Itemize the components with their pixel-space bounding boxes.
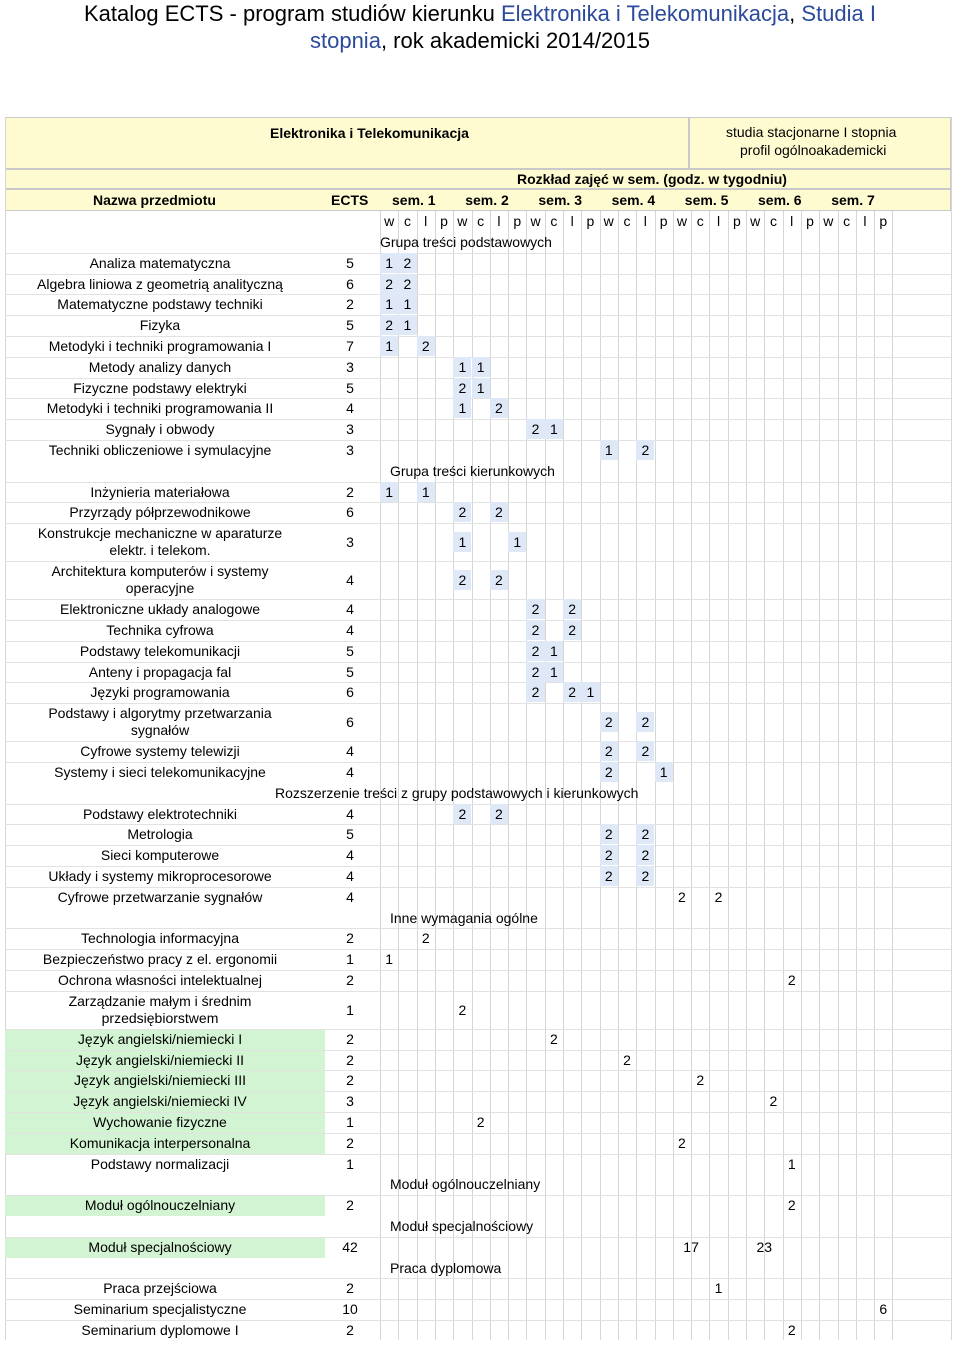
subject-name: Zarządzanie małym i średnim przedsiębiorstwem bbox=[68, 992, 252, 1026]
subject-name: Podstawy elektrotechniki bbox=[82, 805, 238, 822]
subject-name: Bezpieczeństwo pracy z el. ergonomii bbox=[42, 951, 278, 968]
hours-value: 2 bbox=[490, 502, 508, 522]
subject-name: Układy i systemy mikroprocesorowe bbox=[48, 868, 272, 884]
type-cell: w bbox=[676, 213, 687, 229]
group-title: Praca dyplomowa bbox=[390, 1259, 502, 1276]
ects-value: 2 bbox=[346, 1280, 354, 1297]
type-cell: c bbox=[403, 213, 411, 229]
ects-value: 4 bbox=[346, 805, 354, 822]
level-name: Studia I bbox=[801, 1, 876, 26]
subject-name: Podstawy normalizacji bbox=[90, 1155, 230, 1172]
ects-value: 5 bbox=[346, 663, 354, 680]
hours-value: 2 bbox=[526, 620, 544, 640]
hours-value: 2 bbox=[380, 315, 398, 335]
hours-value: 2 bbox=[636, 866, 654, 886]
hours-value: 1 bbox=[380, 336, 398, 356]
type-cell: c bbox=[696, 213, 704, 229]
type-cell: c bbox=[550, 213, 558, 229]
hours-value: 1 bbox=[385, 951, 394, 968]
ects-value: 1 bbox=[346, 1114, 354, 1130]
header-mode-2: profil ogólnoakademicki bbox=[740, 142, 887, 158]
subject-name: Ochrona własności intelektualnej bbox=[58, 972, 262, 988]
subject-name: Cyfrowe systemy telewizji bbox=[80, 743, 240, 760]
ects-value: 2 bbox=[346, 1322, 354, 1338]
hours-value: 2 bbox=[490, 804, 508, 824]
type-cell: w bbox=[823, 213, 834, 229]
hours-value: 2 bbox=[421, 930, 430, 947]
ects-value: 4 bbox=[346, 622, 354, 638]
ects-value: 4 bbox=[346, 764, 354, 780]
hours-value: 2 bbox=[453, 804, 471, 824]
subject-name: Moduł specjalnościowy bbox=[88, 1238, 232, 1255]
group-title: Moduł specjalnościowy bbox=[390, 1218, 534, 1234]
hours-value: 17 bbox=[683, 1238, 699, 1255]
group-title: Rozszerzenie treści z grupy podstawowych i kierunkowych bbox=[275, 784, 639, 801]
ects-value: 6 bbox=[346, 684, 354, 701]
ects-value: 10 bbox=[342, 1301, 358, 1318]
header-bg-schedule bbox=[5, 169, 951, 189]
grid-line bbox=[951, 117, 952, 1340]
ects-value: 3 bbox=[346, 1093, 354, 1110]
ects-value: 2 bbox=[346, 972, 354, 988]
header-ects: ECTS bbox=[331, 192, 369, 208]
hours-value: 1 bbox=[714, 1280, 723, 1297]
hours-value: 1 bbox=[600, 440, 618, 460]
subject-name: Seminarium specjalistyczne bbox=[73, 1301, 247, 1318]
subject-name: Seminarium dyplomowe I bbox=[81, 1322, 239, 1338]
ects-value: 5 bbox=[346, 379, 354, 396]
hours-value: 1 bbox=[417, 482, 435, 502]
group-title: Grupa treści kierunkowych bbox=[390, 462, 555, 479]
hours-value: 1 bbox=[398, 294, 416, 314]
hours-value: 2 bbox=[769, 1093, 778, 1110]
subject-name: Technika cyfrowa bbox=[106, 622, 214, 638]
hours-value: 2 bbox=[600, 824, 618, 844]
ects-value: 4 bbox=[346, 743, 354, 760]
subject-name: Języki programowania bbox=[90, 684, 230, 701]
subject-name: Konstrukcje mechaniczne w aparaturze elektr. i telekom. bbox=[37, 525, 283, 559]
header-subject: Nazwa przedmiotu bbox=[93, 192, 216, 208]
type-cell: p bbox=[440, 213, 448, 229]
hours-value: 2 bbox=[490, 398, 508, 418]
hours-value: 2 bbox=[600, 741, 618, 761]
ects-value: 42 bbox=[342, 1238, 358, 1255]
hours-value: 1 bbox=[380, 294, 398, 314]
ects-value: 7 bbox=[346, 338, 354, 354]
hours-value: 2 bbox=[563, 682, 581, 702]
subject-name: Technologia informacyjna bbox=[81, 930, 239, 947]
header-sem-6: sem. 6 bbox=[758, 192, 802, 208]
ects-value: 2 bbox=[346, 930, 354, 947]
group-title: Grupa treści podstawowych bbox=[380, 234, 552, 250]
hours-value: 1 bbox=[508, 532, 526, 552]
ects-value: 2 bbox=[346, 483, 354, 500]
type-cell: p bbox=[586, 213, 595, 229]
subject-name: Podstawy i algorytmy przetwarzania sygnałów bbox=[48, 705, 272, 739]
hours-value: 2 bbox=[526, 419, 544, 439]
type-cell: w bbox=[603, 213, 614, 229]
hours-value: 2 bbox=[600, 845, 618, 865]
hours-value: 2 bbox=[714, 888, 723, 905]
page-title: Katalog ECTS - program studiów kierunku Elektronika i Telekomunikacja, Studia I stopnia, rok akademicki 2014/2015 bbox=[84, 1, 876, 53]
subject-name: Fizyczne podstawy elektryki bbox=[73, 379, 247, 396]
hours-value: 2 bbox=[476, 1114, 485, 1130]
subject-name: Anteny i propagacja fal bbox=[88, 663, 232, 680]
hours-value: 2 bbox=[549, 1030, 558, 1047]
subject-name: Podstawy telekomunikacji bbox=[79, 642, 241, 659]
subject-name: Analiza matematyczna bbox=[89, 254, 231, 271]
ects-value: 6 bbox=[346, 275, 354, 292]
hours-value: 2 bbox=[636, 741, 654, 761]
ects-value: 3 bbox=[346, 442, 354, 458]
hours-value: 1 bbox=[472, 357, 490, 377]
type-cell: w bbox=[750, 213, 761, 229]
subject-name: Sygnały i obwody bbox=[105, 421, 215, 438]
ects-value: 4 bbox=[346, 601, 354, 618]
hours-value: 2 bbox=[563, 599, 581, 619]
hours-value: 1 bbox=[545, 641, 563, 661]
hours-value: 2 bbox=[526, 641, 544, 661]
type-cell: c bbox=[769, 213, 777, 229]
header-sem-5: sem. 5 bbox=[684, 192, 729, 208]
ects-value: 4 bbox=[346, 847, 354, 864]
ects-value: 2 bbox=[346, 1030, 354, 1047]
subject-name: Inżynieria materiałowa bbox=[90, 483, 230, 500]
ects-value: 2 bbox=[346, 1072, 354, 1089]
hours-value: 6 bbox=[879, 1301, 888, 1318]
ects-value: 5 bbox=[346, 642, 354, 659]
ects-value: 4 bbox=[346, 888, 354, 905]
type-cell: c bbox=[843, 213, 851, 229]
subject-name: Metrologia bbox=[127, 826, 193, 843]
hours-value: 1 bbox=[545, 419, 563, 439]
ects-value: 4 bbox=[346, 400, 354, 417]
subject-name: Komunikacja interpersonalna bbox=[69, 1134, 251, 1151]
subject-name: Praca przejściowa bbox=[103, 1280, 217, 1297]
header-mode-1: studia stacjonarne I stopnia bbox=[726, 124, 897, 140]
subject-name: Techniki obliczeniowe i symulacyjne bbox=[48, 442, 272, 458]
subject-name: Moduł ogólnouczelniany bbox=[84, 1197, 236, 1214]
type-cell: l bbox=[424, 213, 428, 229]
type-cell: l bbox=[570, 213, 574, 229]
hours-value: 2 bbox=[636, 440, 654, 460]
ects-value: 2 bbox=[346, 1051, 354, 1068]
type-cell: w bbox=[457, 213, 468, 229]
hours-value: 1 bbox=[787, 1155, 796, 1172]
hours-value: 2 bbox=[453, 378, 471, 398]
field-name: Elektronika i Telekomunikacja bbox=[500, 1, 790, 26]
hours-value: 2 bbox=[623, 1051, 631, 1068]
header-schedule: Rozkład zajęć w sem. (godz. w tygodniu) bbox=[517, 171, 787, 187]
group-title: Moduł ogólnouczelniany bbox=[390, 1176, 541, 1193]
ects-value: 3 bbox=[346, 421, 354, 438]
hours-value: 2 bbox=[526, 682, 544, 702]
subject-name: Elektroniczne układy analogowe bbox=[59, 601, 260, 618]
hours-value: 23 bbox=[756, 1238, 773, 1255]
type-cell: p bbox=[732, 213, 741, 229]
group-title: Inne wymagania ogólne bbox=[390, 909, 538, 926]
ects-value: 2 bbox=[346, 296, 354, 313]
type-cell: c bbox=[477, 213, 485, 229]
hours-value: 2 bbox=[453, 502, 471, 522]
subject-name: Sieci komputerowe bbox=[100, 847, 220, 864]
ects-value: 6 bbox=[346, 714, 354, 731]
hours-value: 2 bbox=[526, 662, 544, 682]
subject-name: Metody analizy danych bbox=[88, 358, 232, 375]
ects-value: 5 bbox=[346, 317, 354, 334]
hours-value: 2 bbox=[398, 253, 416, 273]
subject-name: Architektura komputerów i systemy operacyjne bbox=[51, 563, 269, 597]
hours-value: 1 bbox=[655, 762, 673, 782]
hours-value: 1 bbox=[581, 682, 599, 702]
subject-name: Język angielski/niemiecki III bbox=[74, 1072, 246, 1089]
header-sem-4: sem. 4 bbox=[611, 192, 656, 208]
hours-value: 1 bbox=[380, 253, 398, 273]
header-sem-1: sem. 1 bbox=[392, 192, 436, 208]
subject-name: Algebra liniowa z geometrią analityczną bbox=[37, 275, 283, 292]
subject-name: Język angielski/niemiecki IV bbox=[73, 1093, 247, 1110]
type-cell: p bbox=[659, 213, 668, 229]
hours-value: 2 bbox=[600, 712, 618, 732]
subject-name: Język angielski/niemiecki I bbox=[77, 1030, 243, 1047]
header-sem-3: sem. 3 bbox=[538, 192, 582, 208]
subject-name: Język angielski/niemiecki II bbox=[75, 1051, 245, 1068]
type-cell: w bbox=[530, 213, 541, 229]
hours-value: 2 bbox=[458, 1001, 467, 1018]
hours-value: 1 bbox=[380, 482, 398, 502]
type-cell: p bbox=[806, 213, 814, 229]
ects-value: 1 bbox=[346, 1155, 354, 1172]
type-cell: p bbox=[513, 213, 522, 229]
subject-name: Metodyki i techniki programowania I bbox=[48, 338, 272, 354]
ects-value: 1 bbox=[346, 1001, 354, 1018]
type-cell: c bbox=[623, 213, 631, 229]
hours-value: 1 bbox=[472, 378, 490, 398]
hours-value: 2 bbox=[678, 1134, 686, 1151]
hours-value: 1 bbox=[545, 662, 563, 682]
ects-value: 1 bbox=[346, 951, 354, 968]
subject-name: Metodyki i techniki programowania II bbox=[46, 400, 274, 417]
hours-value: 2 bbox=[787, 1322, 796, 1338]
hours-value: 2 bbox=[453, 570, 471, 590]
type-cell: l bbox=[790, 213, 794, 229]
subject-name: Przyrządy półprzewodnikowe bbox=[69, 504, 251, 521]
hours-value: 2 bbox=[787, 1197, 796, 1214]
hours-value: 2 bbox=[636, 824, 654, 844]
hours-value: 2 bbox=[563, 620, 581, 640]
subject-name: Systemy i sieci telekomunikacyjne bbox=[54, 764, 266, 780]
hours-value: 2 bbox=[636, 845, 654, 865]
hours-value: 1 bbox=[453, 357, 471, 377]
hours-value: 2 bbox=[678, 888, 686, 905]
hours-value: 2 bbox=[600, 866, 618, 886]
ects-value: 2 bbox=[346, 1197, 354, 1214]
type-cell: l bbox=[863, 213, 867, 229]
ects-value: 3 bbox=[346, 358, 354, 375]
ects-value: 2 bbox=[346, 1134, 354, 1151]
ects-value: 5 bbox=[346, 254, 354, 271]
hours-value: 2 bbox=[636, 712, 654, 732]
subject-name: Fizyka bbox=[139, 317, 181, 334]
ects-value: 6 bbox=[346, 504, 354, 521]
type-cell: l bbox=[643, 213, 647, 229]
hours-value: 1 bbox=[453, 398, 471, 418]
hours-value: 2 bbox=[417, 336, 435, 356]
hours-value: 1 bbox=[453, 532, 471, 552]
hours-value: 2 bbox=[600, 762, 618, 782]
hours-value: 2 bbox=[696, 1072, 705, 1089]
type-cell: l bbox=[497, 213, 501, 229]
ects-value: 5 bbox=[346, 826, 354, 843]
hours-value: 2 bbox=[398, 274, 416, 294]
ects-value: 4 bbox=[346, 868, 354, 884]
hours-value: 2 bbox=[490, 570, 508, 590]
type-cell: l bbox=[716, 213, 721, 229]
subject-name: Wychowanie fizyczne bbox=[93, 1114, 227, 1130]
hours-value: 2 bbox=[787, 972, 796, 988]
type-cell: p bbox=[879, 213, 888, 229]
hours-value: 2 bbox=[380, 274, 398, 294]
subject-name: Cyfrowe przetwarzanie sygnałów bbox=[57, 888, 263, 905]
header-field: Elektronika i Telekomunikacja bbox=[270, 125, 469, 141]
ects-value: 3 bbox=[346, 534, 354, 551]
header-sem-2: sem. 2 bbox=[465, 192, 509, 208]
type-cell: w bbox=[384, 213, 395, 229]
subject-name: Matematyczne podstawy techniki bbox=[57, 296, 263, 313]
header-sem-7: sem. 7 bbox=[831, 192, 875, 208]
ects-value: 4 bbox=[346, 572, 354, 589]
hours-value: 1 bbox=[398, 315, 416, 335]
hours-value: 2 bbox=[526, 599, 544, 619]
